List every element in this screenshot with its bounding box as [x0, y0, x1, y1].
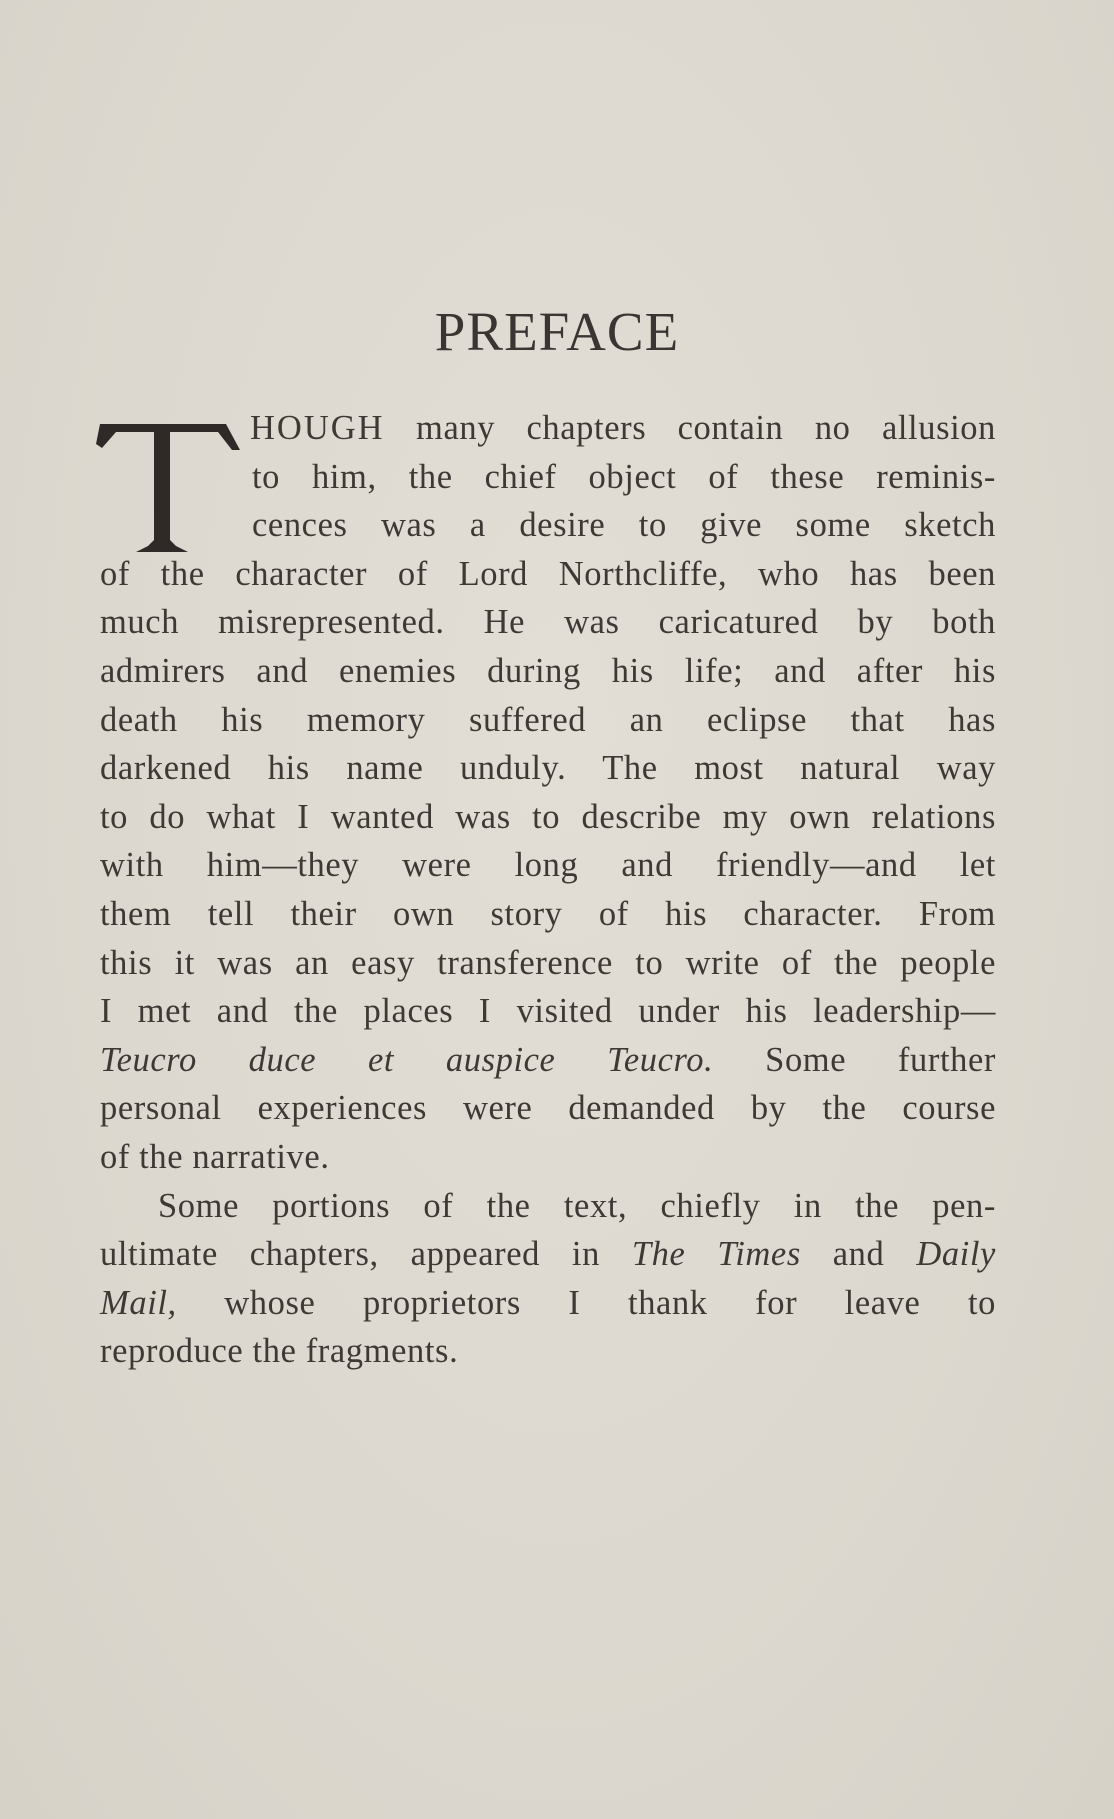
text-line: [100, 1279, 996, 1328]
text-span: and: [800, 1235, 917, 1274]
text-span: Some further: [713, 1040, 996, 1079]
text-line: death his memory suffered an eclipse that has: [100, 700, 996, 739]
newspaper-title: The Times: [631, 1235, 801, 1274]
text-line: cences was a desire to give some sketch: [252, 506, 996, 545]
text-line: much misrepresented. He was caricatured by both: [100, 603, 996, 642]
text-line: this it was an easy transference to write of the people: [100, 943, 996, 982]
text-line: darkened his name unduly. The most natural way: [100, 749, 996, 788]
lead-caps: HOUGH: [250, 409, 385, 447]
text-line: to do what I wanted was to describe my own relations: [100, 797, 996, 836]
text-line: [100, 1230, 996, 1279]
paragraph-2: [100, 1182, 996, 1376]
page-title: PREFACE: [434, 301, 680, 362]
text-line: Some portions of the text, chiefly in the pen-: [158, 1186, 996, 1225]
text-line: them tell their own story of his character. From: [100, 894, 996, 933]
text-line: with him—they were long and friendly—and let: [100, 846, 996, 885]
text-line: of the narrative.: [100, 1137, 330, 1176]
text-line: reproduce the fragments.: [100, 1332, 459, 1371]
text-span: whose proprietors I thank for leave to: [176, 1283, 996, 1322]
text-line: personal experiences were demanded by the course: [100, 1089, 996, 1128]
text-span: ultimate chapters, appeared in: [100, 1235, 632, 1274]
text-line: of the character of Lord Northcliffe, who has been: [100, 554, 996, 593]
text-line: admirers and enemies during his life; and after his: [100, 651, 996, 690]
drop-cap-letter: [92, 422, 242, 552]
newspaper-title: Mail,: [100, 1283, 177, 1322]
latin-phrase: Teucro duce et auspice Teucro.: [100, 1040, 714, 1079]
preface-body: [100, 404, 996, 1376]
text-line: to him, the chief object of these reminis-: [252, 457, 996, 496]
text-span: many chapters contain no allusion: [384, 409, 996, 447]
newspaper-title: Daily: [916, 1235, 996, 1274]
text-line: [100, 1036, 996, 1085]
text-line: I met and the places I visited under his leadership—: [100, 992, 996, 1031]
